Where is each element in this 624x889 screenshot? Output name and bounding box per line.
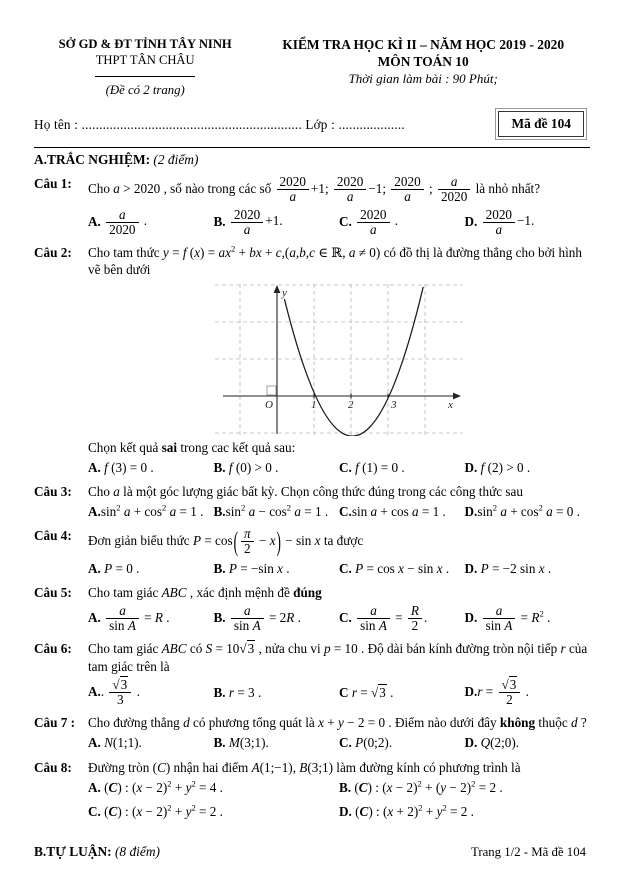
option-text: (C) : $(x - 2)^2 + y^2 = 2$ . — [104, 802, 223, 819]
option-text: $\frac{a}{\text{sin A}}$ = $\frac{R}{2}$ . — [355, 610, 427, 625]
option-text: N(1;1). — [104, 735, 142, 751]
option-d — [465, 459, 591, 476]
option-a — [88, 604, 214, 634]
option-a — [88, 734, 214, 751]
section-b-points: (8 điểm) — [111, 844, 160, 860]
option-a — [88, 503, 214, 520]
section-a-heading — [34, 151, 590, 168]
option-key: D. — [464, 560, 478, 576]
exam-title: KIỂM TRA HỌC KÌ II – NĂM HỌC 2019 - 2020 — [282, 37, 565, 52]
option-d — [465, 604, 591, 634]
y-axis-arrow — [274, 285, 281, 293]
option-d — [339, 803, 590, 820]
option-text: $\frac{2020}{a}$ +1. — [229, 213, 283, 228]
option-text: P = −sin x . — [228, 560, 290, 576]
option-text: $\frac{2020}{a}$ . — [355, 213, 398, 228]
parabola-curve — [284, 286, 423, 435]
option-key: C. — [339, 503, 352, 519]
option-d — [465, 503, 591, 520]
option-text: $\frac{a}{2020}$ . — [104, 213, 147, 228]
option-key: C — [339, 684, 349, 700]
option-d — [465, 560, 591, 577]
option-a — [88, 208, 214, 238]
name-class-line: Họ tên : ............................................................... Lớp : ................... — [34, 117, 405, 133]
question-3 — [34, 483, 590, 520]
question-1 — [34, 175, 590, 237]
option-b — [214, 684, 340, 701]
question-4 — [34, 527, 590, 577]
question-8-options — [88, 779, 590, 827]
option-key: A. — [88, 560, 101, 576]
option-text: (C) : $(x + 2)^2 + y^2 = 2$ . — [355, 802, 474, 819]
question-7-options — [88, 734, 590, 751]
option-text: f (3) = 0 . — [104, 459, 154, 475]
department-name: SỞ GD & ĐT TỈNH TÂY NINH — [58, 37, 232, 51]
option-key: C. — [88, 803, 101, 819]
option-key: D. — [339, 803, 352, 819]
option-b — [214, 604, 340, 634]
option-key: C. — [339, 459, 352, 475]
option-c — [339, 459, 465, 476]
option-text: $\frac{a}{\text{sin A}}$ = R . — [104, 610, 169, 625]
option-key: B. — [213, 560, 226, 576]
question-4-label: Câu 4: — [34, 528, 72, 544]
option-c — [88, 803, 339, 820]
parabola-graph — [215, 284, 463, 436]
question-2-post-text: Chọn kết quả sai trong cac kết quả sau: — [88, 439, 296, 455]
question-5-content — [88, 584, 590, 634]
option-a — [88, 678, 214, 708]
option-text: f (2) > 0 . — [480, 459, 531, 475]
section-b-title: B.TỰ LUẬN: — [34, 844, 112, 860]
question-2-figure — [88, 284, 590, 436]
option-a — [88, 459, 214, 476]
question-8-content — [88, 759, 590, 827]
x-axis-label: x — [448, 398, 453, 411]
section-a-points: (2 điểm) — [150, 151, 199, 167]
option-c — [339, 684, 465, 701]
option-text: P = cos x − sin x . — [355, 560, 450, 576]
exam-subject: MÔN TOÁN 10 — [377, 54, 469, 70]
option-key: D. — [464, 503, 478, 519]
page-footer: Trang 1/2 - Mã đề 104 — [470, 845, 586, 860]
option-key: B. — [213, 459, 226, 475]
question-6-options — [88, 678, 590, 708]
question-6-content — [88, 640, 590, 707]
question-7 — [34, 714, 590, 751]
option-text: f (0) > 0 . — [228, 459, 279, 475]
question-8 — [34, 759, 590, 827]
student-info-row — [34, 111, 590, 136]
question-8-label: Câu 8: — [34, 759, 72, 775]
option-key: D. — [464, 735, 478, 751]
option-text: $\sin^2 a - \cos^2 a = 1$ . — [225, 502, 329, 519]
question-6 — [34, 640, 590, 707]
option-text: r = √3 . — [351, 684, 394, 700]
option-key: B. — [213, 609, 226, 625]
tick-2: 2 — [348, 398, 354, 411]
option-d — [465, 208, 591, 238]
grid-lines — [215, 284, 463, 436]
question-8-text: Đường tròn (C) nhận hai điểm A(1;−1), B(3;1) làm đường kính có phương trình là — [88, 759, 521, 775]
tick-1: 1 — [311, 398, 317, 411]
tick-3: 3 — [391, 398, 397, 411]
option-b — [214, 503, 340, 520]
question-4-content — [88, 527, 590, 577]
option-key: B. — [213, 684, 226, 700]
option-text: $\frac{a}{\text{sin A}}$ = $R^2$ . — [481, 610, 551, 625]
question-4-text: Đơn giản biểu thức P = cos( $\frac{\pi}{2}$ − x) − sin x ta được — [88, 526, 364, 558]
option-text: M(3;1). — [228, 735, 269, 751]
option-c — [339, 503, 465, 520]
exam-duration: Thời gian làm bài : 90 Phút; — [348, 70, 498, 86]
option-text: sin a + cos a = 1 . — [351, 503, 446, 519]
option-text: Q(2;0). — [480, 735, 520, 751]
option-text: P = 0 . — [104, 560, 140, 576]
option-text: $\sin^2 a + \cos^2 a = 1$ . — [100, 502, 204, 519]
option-text: r = 3 . — [228, 684, 262, 700]
option-d — [465, 734, 591, 751]
question-3-content — [88, 483, 590, 520]
option-text: f (1) = 0 . — [355, 459, 405, 475]
option-key: D. — [464, 609, 478, 625]
option-a — [88, 779, 339, 796]
axes — [223, 290, 455, 434]
question-6-label: Câu 6: — [34, 641, 72, 657]
option-d — [465, 678, 591, 708]
option-key: A. — [88, 459, 101, 475]
option-key: A. — [88, 503, 101, 519]
question-2-options — [88, 459, 590, 476]
question-2-label: Câu 2: — [34, 245, 72, 261]
x-axis-arrow — [453, 392, 461, 399]
question-2 — [34, 244, 590, 476]
header-school-block — [34, 36, 256, 98]
option-text: r = $\frac{√3}{2}$ . — [477, 676, 529, 707]
option-a — [88, 560, 214, 577]
question-4-options — [88, 560, 590, 577]
question-5-label: Câu 5: — [34, 584, 72, 600]
option-b — [339, 779, 590, 796]
y-axis-label: y — [282, 286, 287, 299]
question-5-text: Cho tam giác ABC , xác định mệnh đề đúng — [88, 584, 322, 600]
question-5 — [34, 584, 590, 634]
option-b — [214, 560, 340, 577]
question-1-text: Cho a > 2020 , số nào trong các số $\frac{2020}{a}$ +1; $\frac{2020}{a}$ −1; $\frac{2020}{a}$ ; $\frac{a}{2020}$ là nhỏ nhất? — [88, 174, 541, 205]
option-key: B. — [213, 503, 226, 519]
question-1-label: Câu 1: — [34, 176, 72, 192]
option-key: D. — [464, 683, 478, 699]
question-2-content — [88, 244, 590, 476]
question-7-content — [88, 714, 590, 751]
header-title-block — [256, 36, 590, 98]
option-text: $\sin^2 a + \cos^2 a = 0$ . — [477, 502, 580, 519]
school-name: THPT TÂN CHÂU — [95, 53, 195, 68]
question-3-options — [88, 503, 590, 520]
option-key: C. — [339, 609, 352, 625]
option-c — [339, 604, 465, 634]
question-3-label: Câu 3: — [34, 483, 72, 499]
section-a-title: A.TRẮC NGHIỆM: — [34, 151, 151, 167]
option-text: (C) : $(x - 2)^2 + (y - 2)^2 = 2$ . — [354, 778, 503, 795]
question-7-text: Cho đường thẳng d có phương tổng quát là x + y − 2 = 0 . Điểm nào dưới đây không thuộc d ? — [88, 715, 587, 731]
option-key: C. — [339, 560, 352, 576]
option-key: A. — [88, 735, 101, 751]
option-b — [214, 459, 340, 476]
option-key: C. — [339, 735, 352, 751]
option-text: P = −2 sin x . — [480, 560, 552, 576]
option-key: C. — [339, 213, 352, 229]
question-6-text: Cho tam giác ABC có S = 10√3 , nửa chu vi p = 10 . Độ dài bán kính đường tròn nội tiếp r của tam giác trên là — [88, 641, 588, 674]
option-key: A. — [88, 609, 101, 625]
option-text: . $\frac{√3}{3}$ . — [100, 676, 140, 707]
header — [34, 36, 590, 98]
option-key: A. — [88, 683, 101, 699]
option-key: B. — [213, 735, 226, 751]
option-c — [339, 208, 465, 238]
option-c — [339, 560, 465, 577]
option-b — [214, 208, 340, 238]
option-key: D. — [464, 459, 478, 475]
header-divider — [95, 76, 195, 77]
option-key: B. — [213, 213, 226, 229]
question-7-label: Câu 7 : — [34, 715, 76, 731]
question-3-text: Cho a là một góc lượng giác bất kỳ. Chọn công thức đúng trong các công thức sau — [88, 483, 523, 499]
option-text: $\frac{2020}{a}$ −1. — [481, 213, 535, 228]
origin-square-mark — [267, 386, 276, 395]
option-text: P(0;2). — [355, 735, 393, 751]
question-5-options — [88, 604, 590, 634]
question-2-text: Cho tam thức y = f $(x) = ax^2$ + bx + c,(a,b,c ∈ ℝ, a ≠ 0) có đồ thị là đường thẳng cho bởi hình vẽ bên dưới — [88, 243, 582, 278]
origin-label: O — [265, 398, 273, 411]
option-b — [214, 734, 340, 751]
option-key: A. — [88, 779, 101, 795]
option-key: A. — [88, 213, 101, 229]
question-1-content — [88, 175, 590, 237]
option-key: D. — [464, 213, 478, 229]
page-count-note: (Đề có 2 trang) — [105, 82, 185, 97]
option-c — [339, 734, 465, 751]
question-1-options — [88, 208, 590, 238]
option-key: B. — [339, 779, 352, 795]
section-divider-line — [34, 147, 590, 148]
option-text: $\frac{a}{\text{sin A}}$ = 2R . — [229, 610, 301, 625]
option-text: (C) : $(x - 2)^2 + y^2 = 4$ . — [104, 778, 223, 795]
exam-code-badge: Mã đề 104 — [498, 111, 584, 136]
